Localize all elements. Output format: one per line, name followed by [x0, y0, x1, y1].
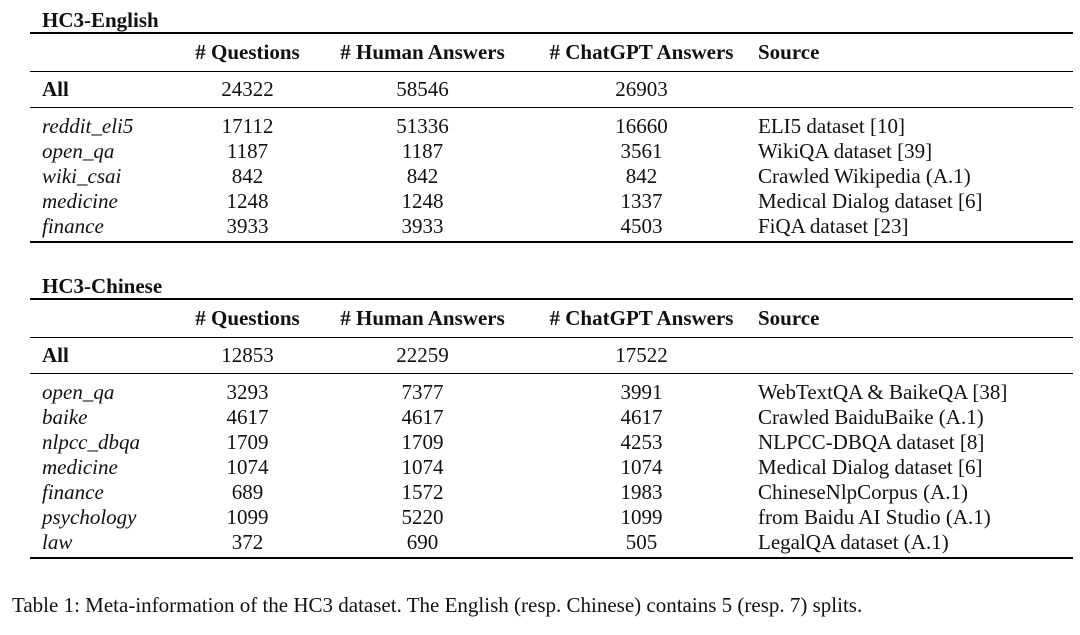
split-name: wiki_csai	[42, 164, 122, 188]
source: ELI5 dataset [10]	[758, 114, 905, 138]
column-header-questions: # Questions	[175, 33, 320, 72]
human-answers-count: 58546	[320, 72, 525, 108]
column-header-split	[30, 33, 175, 72]
hc3-chinese-table	[30, 298, 1073, 559]
questions-count: 372	[175, 530, 320, 558]
table-row	[30, 139, 1073, 164]
questions-count: 1099	[226, 505, 269, 529]
column-header-questions: # Questions	[175, 299, 320, 338]
questions-count: 1248	[226, 189, 269, 213]
hc3-chinese-title: HC3-Chinese	[42, 274, 163, 298]
split-name: All	[30, 72, 175, 108]
questions-count: 17112	[221, 114, 274, 138]
table-row	[30, 530, 1073, 558]
column-header-human-answers: # Human Answers	[320, 33, 525, 72]
human-answers-count: 7377	[401, 380, 444, 404]
source: ChineseNlpCorpus (A.1)	[758, 480, 968, 504]
chatgpt-answers-count: 1074	[620, 455, 663, 479]
table-row	[30, 405, 1073, 430]
source: LegalQA dataset (A.1)	[758, 530, 1073, 558]
source: WikiQA dataset [39]	[758, 139, 933, 163]
source: Medical Dialog dataset [6]	[758, 455, 983, 479]
questions-count: 1709	[226, 430, 269, 454]
table-row	[30, 455, 1073, 480]
table-row	[30, 505, 1073, 530]
column-header-split	[30, 299, 175, 338]
table-row	[30, 480, 1073, 505]
human-answers-count: 1187	[401, 139, 444, 163]
table-row	[30, 164, 1073, 189]
human-answers-count: 842	[406, 164, 439, 188]
source	[758, 338, 1073, 374]
chatgpt-answers-count: 3561	[620, 139, 663, 163]
chatgpt-answers-count: 4253	[620, 430, 663, 454]
questions-count: 689	[231, 480, 264, 504]
human-answers-count: 4617	[401, 405, 444, 429]
split-name: open_qa	[42, 139, 115, 163]
source: NLPCC-DBQA dataset [8]	[758, 430, 985, 454]
chatgpt-answers-count: 3991	[620, 380, 663, 404]
split-name: law	[30, 530, 175, 558]
table-row	[30, 430, 1073, 455]
column-header-human-answers: # Human Answers	[320, 299, 525, 338]
source: Crawled BaiduBaike (A.1)	[758, 405, 984, 429]
questions-count: 1074	[226, 455, 269, 479]
split-name: nlpcc_dbqa	[42, 430, 140, 454]
split-name: psychology	[42, 505, 137, 529]
human-answers-count: 5220	[401, 505, 444, 529]
split-name: finance	[42, 480, 104, 504]
split-name: baike	[42, 405, 88, 429]
split-name: open_qa	[42, 380, 115, 404]
header-row	[30, 33, 1073, 72]
column-header-source: Source	[758, 299, 1073, 338]
chatgpt-answers-count: 16660	[615, 114, 668, 138]
table-row	[30, 374, 1073, 406]
human-answers-count: 1572	[401, 480, 444, 504]
chatgpt-answers-count: 1099	[620, 505, 663, 529]
english-all-row	[30, 72, 1073, 108]
chatgpt-answers-count: 26903	[525, 72, 758, 108]
column-header-chatgpt-answers: # ChatGPT Answers	[525, 33, 758, 72]
questions-count: 24322	[175, 72, 320, 108]
questions-count: 842	[231, 164, 264, 188]
source: WebTextQA & BaikeQA [38]	[758, 380, 1008, 404]
hc3-english-title: HC3-English	[42, 8, 159, 32]
human-answers-count: 1709	[401, 430, 444, 454]
chatgpt-answers-count: 4617	[620, 405, 663, 429]
split-name: medicine	[42, 455, 118, 479]
column-header-source: Source	[758, 33, 1073, 72]
table-caption: Table 1: Meta-information of the HC3 dataset. The English (resp. Chinese) contains 5 (resp. 7) splits.	[12, 593, 863, 617]
column-header-chatgpt-answers: # ChatGPT Answers	[525, 299, 758, 338]
chatgpt-answers-count: 842	[625, 164, 658, 188]
split-name: medicine	[42, 189, 118, 213]
split-name: All	[30, 338, 175, 374]
human-answers-count: 22259	[320, 338, 525, 374]
table-row	[30, 214, 1073, 242]
questions-count: 3933	[175, 214, 320, 242]
source: FiQA dataset [23]	[758, 214, 1073, 242]
source: Crawled Wikipedia (A.1)	[758, 164, 971, 188]
source: Medical Dialog dataset [6]	[758, 189, 983, 213]
source: from Baidu AI Studio (A.1)	[758, 505, 991, 529]
human-answers-count: 1248	[401, 189, 444, 213]
table-row	[30, 189, 1073, 214]
questions-count: 4617	[226, 405, 269, 429]
human-answers-count: 690	[320, 530, 525, 558]
hc3-english-table	[30, 32, 1073, 243]
chatgpt-answers-count: 4503	[525, 214, 758, 242]
chatgpt-answers-count: 1337	[620, 189, 663, 213]
hc3-english-block	[30, 8, 1073, 243]
table-row	[30, 108, 1073, 140]
chinese-all-row	[30, 338, 1073, 374]
questions-count: 1187	[226, 139, 269, 163]
human-answers-count: 51336	[396, 114, 449, 138]
hc3-chinese-block	[30, 274, 1073, 559]
header-row	[30, 299, 1073, 338]
human-answers-count: 1074	[401, 455, 444, 479]
questions-count: 12853	[175, 338, 320, 374]
chatgpt-answers-count: 17522	[525, 338, 758, 374]
chatgpt-answers-count: 505	[525, 530, 758, 558]
split-name: finance	[30, 214, 175, 242]
source	[758, 72, 1073, 108]
split-name: reddit_eli5	[42, 114, 134, 138]
human-answers-count: 3933	[320, 214, 525, 242]
chatgpt-answers-count: 1983	[620, 480, 663, 504]
questions-count: 3293	[226, 380, 269, 404]
